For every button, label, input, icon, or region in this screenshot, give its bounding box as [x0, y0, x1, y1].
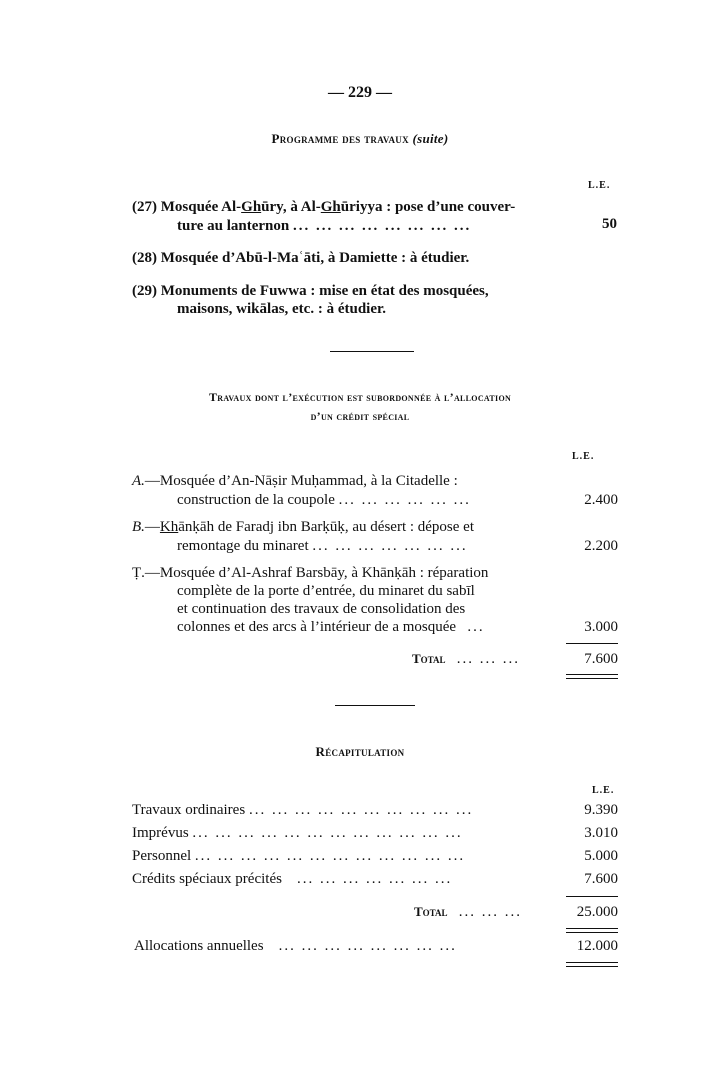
recap-amount-3: 5.000: [584, 848, 618, 864]
section1-heading: [0, 131, 720, 147]
alloc-amount: 12.000: [576, 938, 618, 954]
item-29-line2: maisons, wikālas, etc. : à étudier.: [177, 301, 387, 317]
item-29-line1: (29) Monuments de Fuwwa : mise en état des mosquées,: [132, 283, 489, 299]
recap-row-3: Personnel ... ... ... ... ... ... ... ... ... ... ... ...: [132, 848, 466, 864]
section2-total-line: Total ... ... ...: [412, 651, 521, 667]
section2-currency: L.E.: [572, 451, 595, 462]
section2-total-amount: 7.600: [584, 651, 618, 667]
separator-1: [330, 351, 414, 352]
section2-double-rule: [566, 674, 618, 679]
section1-heading-main: Programme des travaux: [271, 131, 409, 146]
recap-row-4: Crédits spéciaux précités ... ... ... ... ... ... ...: [132, 871, 453, 887]
item-a-amount: 2.400: [584, 492, 618, 508]
recap-row-2: Imprévus ... ... ... ... ... ... ... ... ... ... ... ...: [132, 825, 463, 841]
item-b-line1: B.—Khānḳāh de Faradj ibn Barḳūḳ, au désert : dépose et: [132, 519, 475, 535]
section3-double-rule-2: [566, 962, 618, 967]
item-27-amount: 50: [602, 216, 617, 232]
section3-currency: L.E.: [592, 785, 615, 796]
item-a-line1: A.—Mosquée d’An-Nāṣir Muḥammad, à la Citadelle :: [132, 473, 458, 489]
section3-total-rule: [566, 896, 618, 897]
section2-total-rule: [566, 643, 618, 644]
section1-heading-suffix: (suite): [412, 131, 449, 146]
section3-total-line: Total ... ... ...: [414, 904, 523, 920]
item-t-line2: complète de la porte d’entrée, du minaret du sabīl: [177, 583, 475, 599]
section3-heading: Récapitulation: [315, 744, 405, 759]
section1-currency: L.E.: [588, 180, 611, 191]
recap-row-1: Travaux ordinaires ... ... ... ... ... ... ... ... ... ...: [132, 802, 474, 818]
section3-double-rule-1: [566, 928, 618, 933]
recap-amount-4: 7.600: [584, 871, 618, 887]
item-b-line2: remontage du minaret ... ... ... ... ... ... ...: [177, 538, 468, 554]
page-number: — 229 —: [328, 84, 392, 101]
recap-amount-1: 9.390: [584, 802, 618, 818]
item-t-line1: Ṭ.—Mosquée d’Al-Ashraf Barsbāy, à Khānḳāh : réparation: [132, 565, 489, 581]
item-27-line1: (27) Mosquée Al-Ghūry, à Al-Ghūriyya : pose d’une couver-: [132, 199, 516, 215]
alloc-row: Allocations annuelles ... ... ... ... ... ... ... ...: [134, 938, 457, 954]
section2-heading-line2: d’un crédit spécial: [310, 409, 410, 423]
section3-total-amount: 25.000: [576, 904, 618, 920]
item-t-line4: colonnes et des arcs à l’intérieur de a mosquée ...: [177, 619, 485, 635]
item-t-line3: et continuation des travaux de consolidation des: [177, 601, 466, 617]
item-28-text: (28) Mosquée d’Abū-l-Maʿāti, à Damiette : à étudier.: [132, 250, 470, 266]
item-t-amount: 3.000: [584, 619, 618, 635]
item-b-amount: 2.200: [584, 538, 618, 554]
section2-heading-line1: Travaux dont l’exécution est subordonnée à l’allocation: [208, 390, 512, 404]
separator-2: [335, 705, 415, 706]
recap-amount-2: 3.010: [584, 825, 618, 841]
item-a-line2: construction de la coupole ... ... ... ... ... ...: [177, 492, 471, 508]
item-27-line2: ture au lanternon ... ... ... ... ... ... ... ...: [177, 218, 472, 234]
